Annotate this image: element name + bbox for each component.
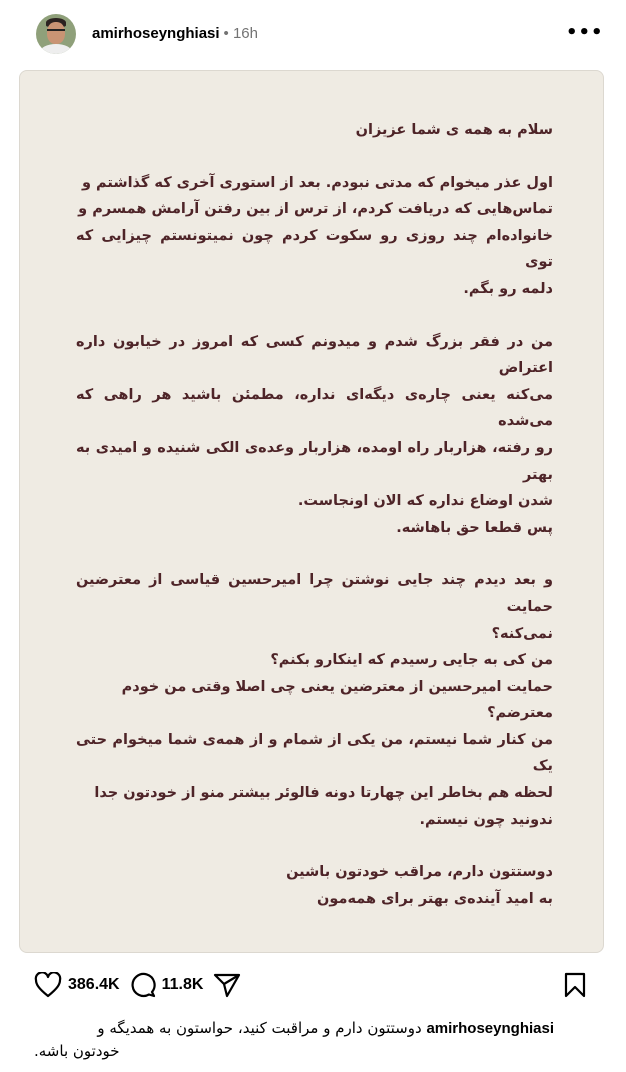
caption-text-line2 (34, 1040, 554, 1072)
caption (34, 1017, 554, 1040)
post-line: من در فقر بزرگ شدم و میدونم کسی که امروز در خیابون داره اعتراض (76, 333, 553, 377)
post-line: دلمه رو بگم. (463, 280, 553, 297)
post-line: شدن اوضاع نداره که الان اونجاست. (297, 493, 553, 510)
caption-username[interactable]: amirhoseynghiasi (426, 1020, 554, 1038)
post-line: حمایت امیرحسین از معترضین یعنی چی اصلا وقتی من خودم معترضم؟ (121, 678, 553, 722)
comment-icon[interactable] (130, 972, 156, 998)
post-line: من کنار شما نیستم، من یکی از شمام و از همه‌ی شما میخوام حتی یک (76, 731, 553, 775)
post-line: می‌کنه یعنی چاره‌ی دیگه‌ای نداره، مطمئن باشید هر راهی که می‌شده (76, 386, 553, 430)
username-link[interactable]: amirhoseynghiasi (92, 25, 220, 42)
post-line: و بعد دیدم چند جایی نوشتن چرا امیرحسین قیاسی از معترضین حمایت (76, 572, 553, 615)
post-time: • 16h (223, 25, 258, 42)
post-header (0, 0, 626, 70)
post-actions (34, 971, 241, 999)
post-author-info (92, 25, 258, 42)
share-icon[interactable] (213, 972, 241, 998)
post-line: به امید آینده‌ی بهتر برای همه‌مون (317, 890, 553, 907)
comment-count[interactable]: 11.8K (161, 976, 204, 994)
post-line: دوستتون دارم، مراقب خودتون باشین (286, 864, 553, 881)
like-count[interactable]: 386.4K (68, 976, 120, 994)
post-line: لحظه هم بخاطر این چهارتا دونه فالوئر بیشتر منو از خودتون جدا (94, 785, 553, 802)
post-actions-row (0, 971, 626, 1017)
avatar[interactable] (36, 14, 76, 54)
more-options-icon[interactable]: ••• (566, 22, 604, 43)
caption-text-continued: خودتون باشه. (34, 1042, 120, 1061)
post-line: سلام به همه ی شما عزیزان (355, 122, 553, 138)
post-line: خانواده‌ام چند روزی رو سکوت کردم چون نمیتونستم چیزایی که توی (76, 227, 553, 271)
post-line: تماس‌هایی که دریافت کردم، از ترس از بین رفتن آرامش همسرم و (78, 201, 553, 218)
post-line: من کی به جایی رسیدم که اینکارو بکنم؟ (270, 652, 553, 669)
post-line: اول عذر میخوام که مدتی نبودم. بعد از استوری آخری که گذاشتم و (81, 174, 553, 191)
caption-text: دوستتون دارم و مراقبت کنید، حواستون به همدیگه و (97, 1019, 422, 1038)
bookmark-icon[interactable] (564, 972, 586, 1002)
post-line: پس قطعا حق باهاشه. (396, 519, 553, 536)
post-line: رو رفته، هزاربار راه اومده، هزاربار وعده‌ی الکی شنیده و امیدی به بهتر (76, 439, 553, 483)
post-line: نمی‌کنه؟ (491, 625, 553, 642)
post-image-text-card (19, 70, 604, 953)
post-line: ندونید چون نیستم. (419, 811, 553, 828)
like-icon[interactable] (34, 972, 62, 998)
